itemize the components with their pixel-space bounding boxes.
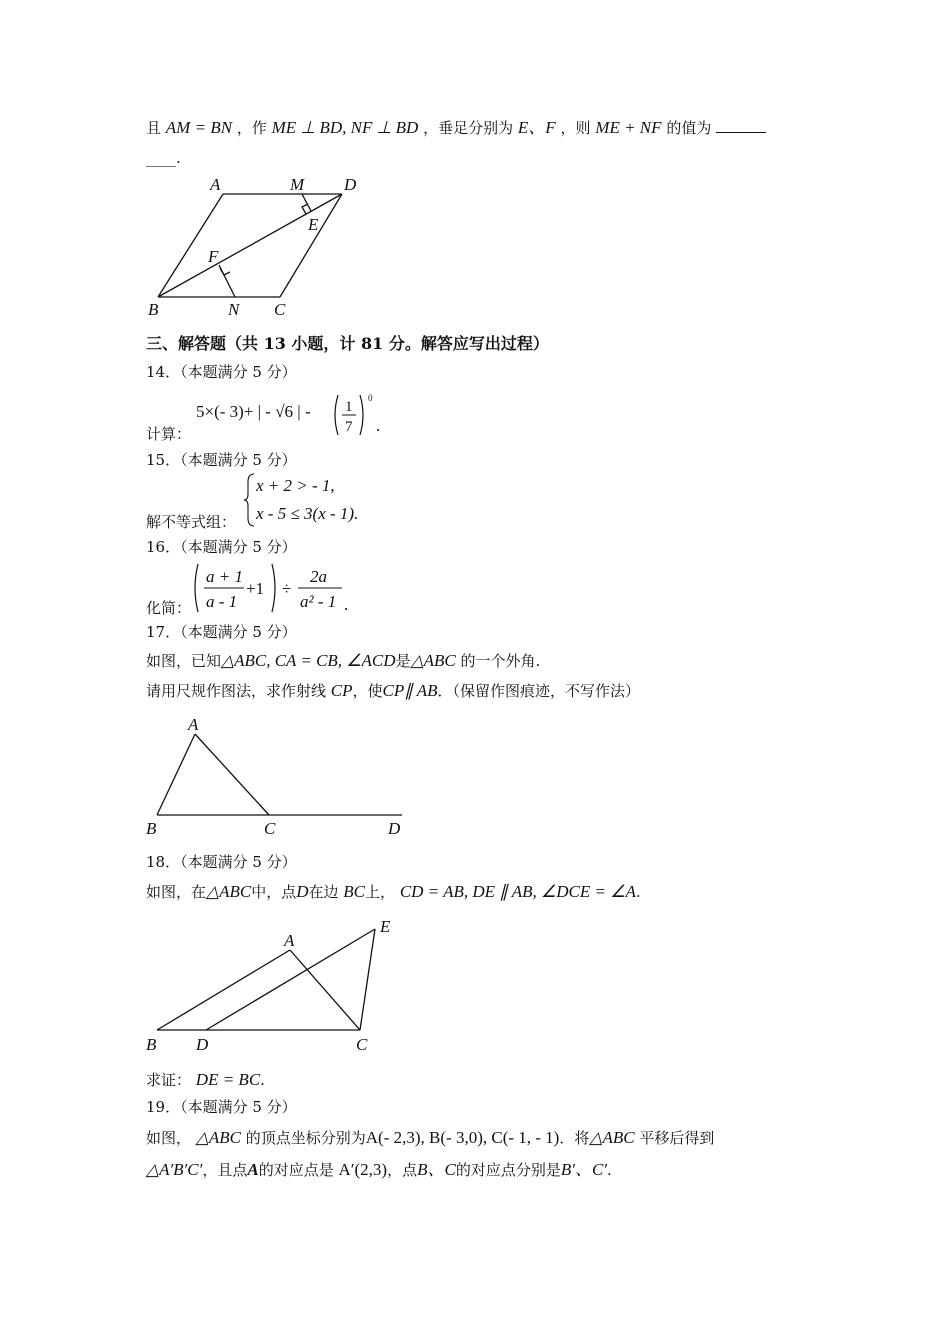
q13-text: 的值为 — [666, 119, 712, 137]
q17-math-parallel: CP∥ AB — [382, 681, 438, 700]
q13-math-perp: ME ⊥ BD, NF ⊥ BD — [271, 118, 419, 137]
q19-text: ，且点 — [202, 1161, 248, 1179]
figure-18-triangle — [140, 912, 410, 1060]
label-C: C — [274, 300, 286, 319]
q15-row1: x + 2 > - 1, — [256, 476, 335, 495]
section-3-heading: 三、解答题（共 13 小题，计 81 分。解答应写出过程） — [146, 334, 549, 353]
q17-text: 是 — [395, 652, 411, 670]
edge-DC — [280, 194, 342, 297]
q19-head: 19．（本题满分 5 分） — [146, 1098, 297, 1116]
figure-13-parallelogram — [140, 172, 380, 322]
q16-divide: ÷ — [282, 579, 292, 598]
q17-math-given: △ABC, CA = CB, ∠ACD — [221, 651, 396, 670]
q18-proof-label: 求证： — [146, 1071, 192, 1089]
q19-text: 的对应点分别是 — [455, 1161, 561, 1179]
q18-line1 — [146, 882, 641, 902]
label-C: C — [264, 819, 276, 838]
label-A: A — [188, 715, 199, 734]
q18-text: 中，点 — [251, 883, 297, 901]
q18-text: . — [635, 883, 641, 901]
q14-frac-num: 1 — [345, 399, 353, 415]
q19-math-a-prime: A′(2,3) — [338, 1160, 388, 1179]
edge-BA — [157, 734, 195, 815]
right-angle-mark-E — [302, 204, 308, 214]
q17-text: 如图，已知 — [146, 652, 222, 670]
q13-text: ，则 — [560, 119, 591, 137]
q15-head: 15．（本题满分 5 分） — [146, 451, 297, 469]
label-B: B — [146, 1035, 157, 1054]
q13-math-sum: ME + NF — [595, 118, 662, 137]
q16-end: . — [344, 595, 349, 614]
q13-feet: E、F — [517, 118, 556, 137]
q19-text: 平移后得到 — [639, 1129, 715, 1147]
edge-BA — [158, 194, 223, 297]
label-A: A — [210, 175, 221, 194]
q18-point-d: D — [296, 882, 309, 901]
q13-text: 且 — [146, 119, 162, 137]
figure-17-triangle — [140, 712, 415, 842]
q18-text: 上， — [365, 883, 396, 901]
q13-math-am-bn: AM = BN — [165, 118, 233, 137]
label-D: D — [196, 1035, 209, 1054]
q19-line2 — [146, 1160, 612, 1180]
label-N: N — [228, 300, 240, 319]
label-M: M — [290, 175, 305, 194]
q18-text: 在边 — [308, 883, 339, 901]
q18-head: 18．（本题满分 5 分） — [146, 853, 297, 871]
q19-math-image-triangle: △A′B′C′ — [146, 1160, 203, 1179]
edge-BA — [157, 950, 290, 1030]
q19-text: ，点 — [387, 1161, 418, 1179]
q13-line1 — [146, 118, 766, 138]
q17-text: ，使 — [352, 682, 383, 700]
q15-brace — [244, 472, 256, 528]
q14-label: 计算： — [146, 425, 192, 443]
label-B: B — [148, 300, 159, 319]
q17-line1 — [146, 651, 540, 671]
q16-den2: a² - 1 — [300, 592, 337, 611]
q13-answer-blank — [716, 118, 766, 133]
q13-text: ，垂足分别为 — [423, 119, 514, 137]
q19-points-bc-prime: B′、C′ — [560, 1160, 608, 1179]
q17-line2 — [146, 681, 640, 701]
q18-text: . — [260, 1071, 265, 1089]
label-D: D — [344, 175, 357, 194]
q18-proof — [146, 1070, 265, 1090]
segment-EC — [360, 929, 375, 1030]
label-E: E — [308, 215, 319, 234]
label-C: C — [356, 1035, 368, 1054]
q19-text: 的对应点是 — [258, 1161, 334, 1179]
label-B: B — [146, 819, 157, 838]
q17-text: ．（保留作图痕迹，不写作法） — [437, 682, 640, 700]
q14-head: 14．（本题满分 5 分） — [146, 363, 297, 381]
q15-label: 解不等式组： — [146, 513, 237, 531]
q18-math-bc: BC — [343, 882, 366, 901]
q19-line1 — [146, 1128, 714, 1148]
q19-text: ．将 — [559, 1129, 590, 1147]
q16-head: 16．（本题满分 5 分） — [146, 538, 297, 556]
q16-den1: a - 1 — [206, 592, 238, 611]
q19-math-triangle: △ABC — [195, 1128, 241, 1147]
q19-text: 如图， — [146, 1129, 192, 1147]
q18-math-triangle: △ABC — [206, 882, 252, 901]
diagonal-BD — [158, 194, 342, 297]
q18-math-conditions: CD = AB, DE ∥ AB, ∠DCE = ∠A — [399, 882, 636, 901]
q16-plus-one: +1 — [246, 579, 265, 598]
q17-math-triangle: △ABC — [410, 651, 456, 670]
q14-frac-den: 7 — [345, 419, 353, 435]
label-D: D — [388, 819, 401, 838]
q19-math-coordinates: A(- 2,3), B(- 3,0), C(- 1, - 1) — [365, 1128, 560, 1147]
label-A: A — [284, 931, 295, 950]
q13-line2: ____. — [146, 149, 181, 167]
q17-head: 17．（本题满分 5 分） — [146, 623, 297, 641]
q19-point-a: A — [247, 1160, 259, 1179]
q19-points-bc: B、C — [417, 1160, 456, 1179]
edge-AC — [195, 734, 269, 815]
q13-text: ，作 — [236, 119, 267, 137]
edge-AC — [290, 950, 360, 1030]
q19-text: 的顶点坐标分别为 — [245, 1129, 366, 1147]
label-E: E — [380, 917, 391, 936]
q14-end: . — [376, 416, 381, 435]
q16-num2: 2a — [310, 567, 327, 586]
q15-row2: x - 5 ≤ 3(x - 1). — [256, 504, 359, 523]
q17-text: 的一个外角. — [460, 652, 541, 670]
q18-proof-math: DE = BC — [195, 1070, 261, 1089]
q18-text: 如图，在 — [146, 883, 207, 901]
q16-label: 化简： — [146, 599, 192, 617]
q19-math-triangle2: △ABC — [589, 1128, 635, 1147]
q19-text: . — [607, 1161, 612, 1179]
label-F: F — [208, 247, 219, 266]
q14-expr-main: 5×(- 3)+ | - √6 | - — [196, 402, 311, 421]
q14-exponent: 0 — [368, 393, 373, 403]
q17-math-cp: CP — [330, 681, 353, 700]
q17-text: 请用尺规作图法，求作射线 — [146, 682, 327, 700]
q16-expression — [190, 560, 365, 616]
q16-num1: a + 1 — [206, 567, 243, 586]
